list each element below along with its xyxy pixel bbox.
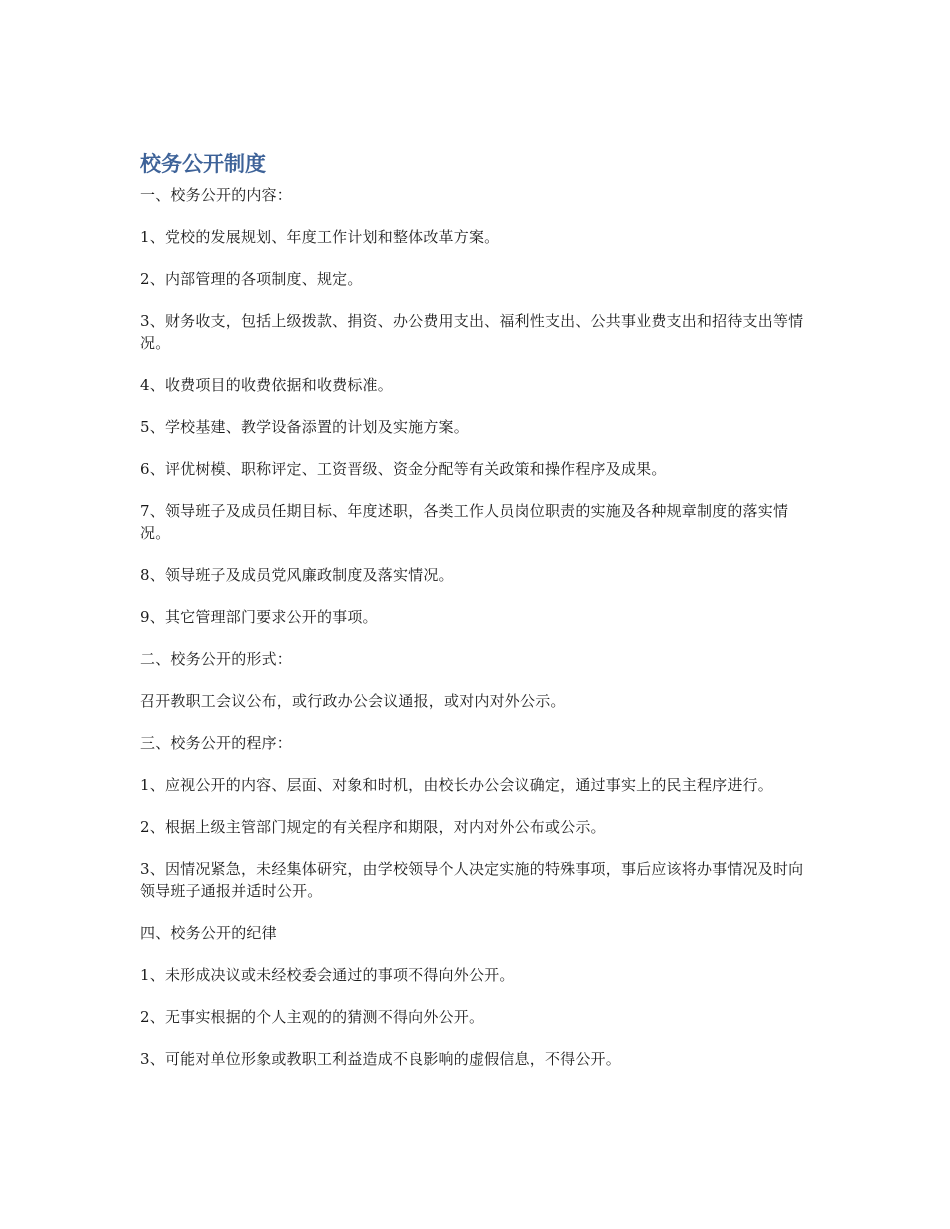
content-item-2: 2、内部管理的各项制度、规定。 <box>140 270 363 288</box>
discipline-item-2: 2、无事实根据的个人主观的的猜测不得向外公开。 <box>140 1008 485 1026</box>
content-item-9: 9、其它管理部门要求公开的事项。 <box>140 608 378 626</box>
section-heading-procedure: 三、校务公开的程序： <box>140 734 293 752</box>
content-item-5: 5、学校基建、教学设备添置的计划及实施方案。 <box>140 418 469 436</box>
document-page <box>140 148 805 1070</box>
procedure-item-3: 3、因情况紧急，未经集体研究，由学校领导个人决定实施的特殊事项，事后应该将办事情况及时向领导班子通报并适时公开。 <box>140 860 804 900</box>
procedure-item-2: 2、根据上级主管部门规定的有关程序和期限，对内对外公布或公示。 <box>140 818 606 836</box>
discipline-item-3: 3、可能对单位形象或教职工利益造成不良影响的虚假信息，不得公开。 <box>140 1050 621 1068</box>
content-item-6: 6、评优树模、职称评定、工资晋级、资金分配等有关政策和操作程序及成果。 <box>140 460 667 478</box>
content-item-4: 4、收费项目的收费依据和收费标准。 <box>140 376 393 394</box>
content-item-1: 1、党校的发展规划、年度工作计划和整体改革方案。 <box>140 228 500 246</box>
form-description: 召开教职工会议公布，或行政办公会议通报，或对内对外公示。 <box>140 692 566 710</box>
content-item-3: 3、财务收支，包括上级拨款、捐资、办公费用支出、福利性支出、公共事业费支出和招待支出等情况。 <box>140 312 804 352</box>
discipline-item-1: 1、未形成决议或未经校委会通过的事项不得向外公开。 <box>140 966 515 984</box>
section-heading-form: 二、校务公开的形式： <box>140 650 293 668</box>
content-item-8: 8、领导班子及成员党风廉政制度及落实情况。 <box>140 566 454 584</box>
section-heading-discipline: 四、校务公开的纪律 <box>140 924 277 942</box>
procedure-item-1: 1、应视公开的内容、层面、对象和时机，由校长办公会议确定，通过事实上的民主程序进行。 <box>140 776 773 794</box>
content-item-7: 7、领导班子及成员任期目标、年度述职，各类工作人员岗位职责的实施及各种规章制度的落实情况。 <box>140 502 789 542</box>
document-title: 校务公开制度 <box>140 152 266 176</box>
section-heading-content: 一、校务公开的内容： <box>140 186 293 204</box>
